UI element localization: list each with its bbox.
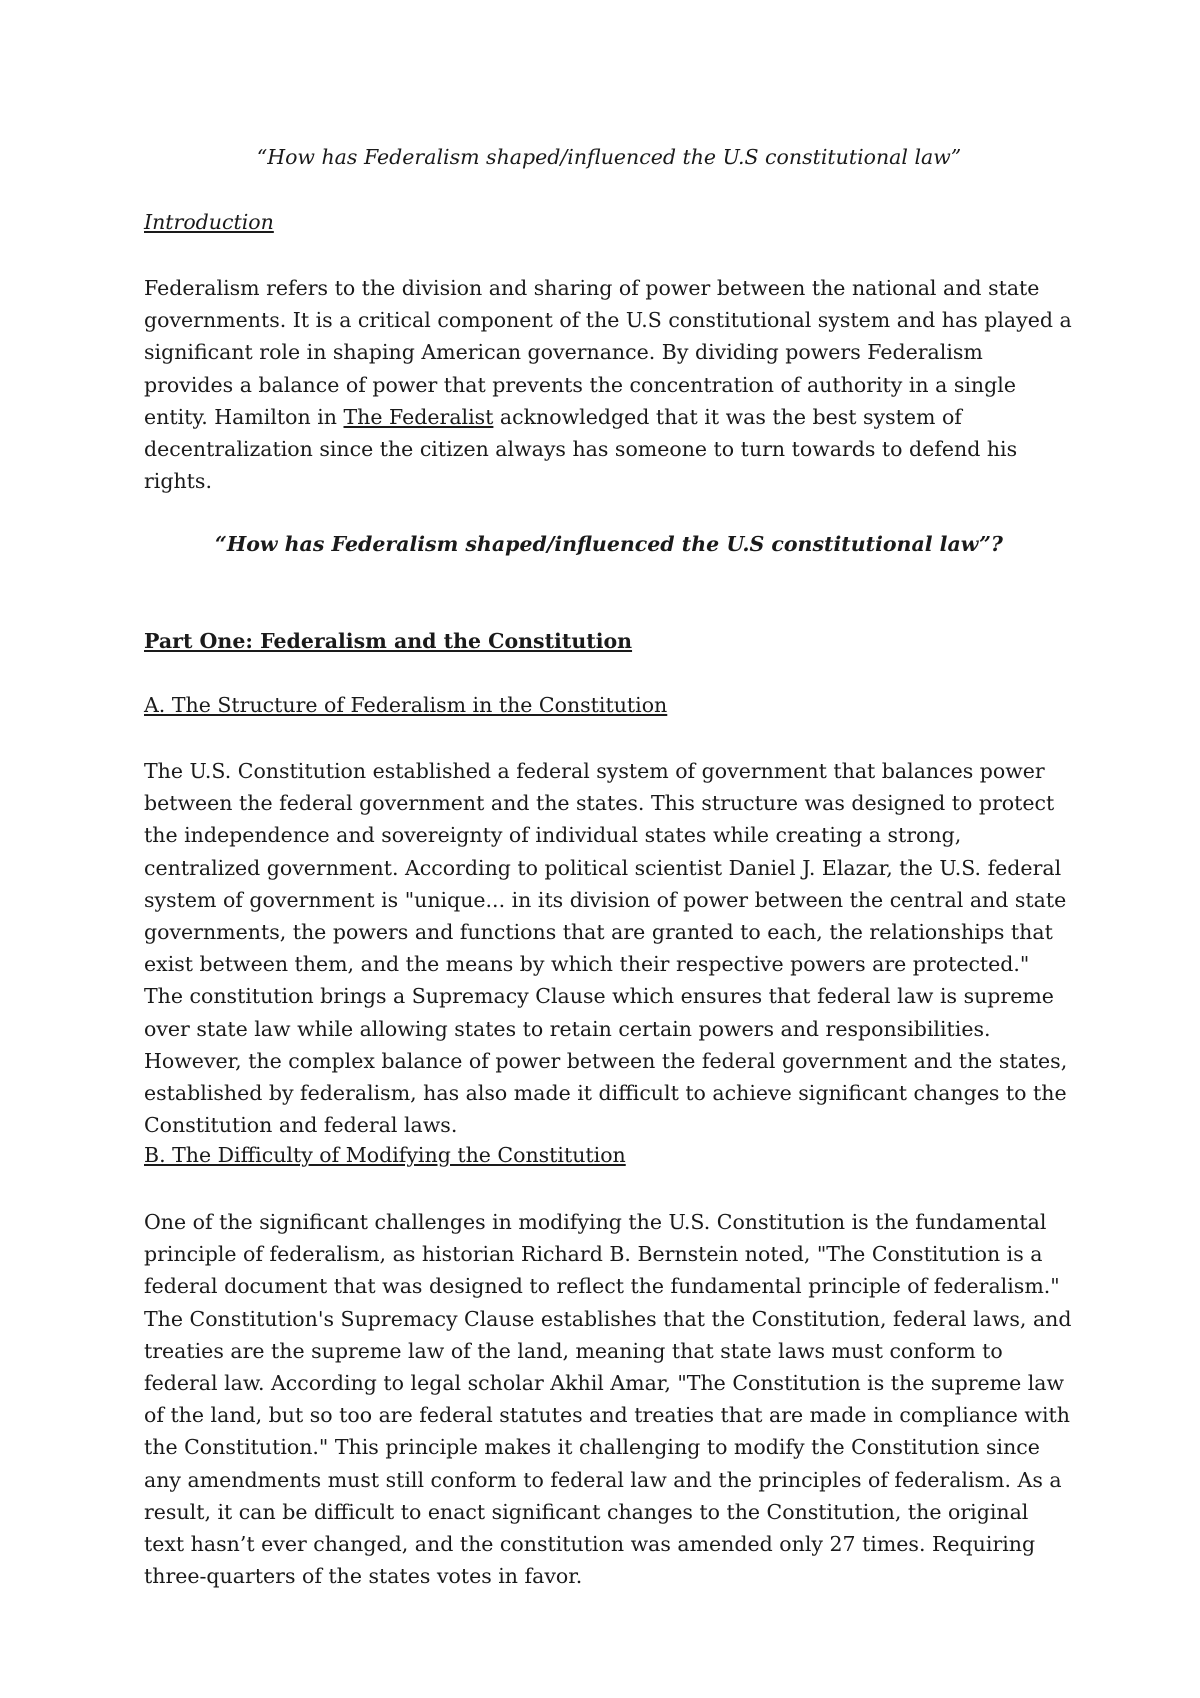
introduction-text-2: acknowledged that it was the best system of decentralization since the citizen always has someone to turn towards to defend his rights. (144, 404, 1018, 494)
introduction-paragraph (144, 272, 1074, 497)
introduction-heading: Introduction (144, 210, 274, 234)
the-federalist-reference: The Federalist (343, 404, 494, 429)
introduction-text-1: Federalism refers to the division and sharing of power between the national and state governments. It is a critical component of the U.S constitutional system and has played a significant role in shaping American governance. By dividing powers Federalism provides a balance of power that prevents the concentration of authority in a single entity. Hamilton in (144, 276, 1072, 429)
part-one-heading: Part One: Federalism and the Constitution (144, 629, 633, 653)
section-a-heading: A. The Structure of Federalism in the Constitution (144, 693, 668, 717)
section-b-heading: B. The Difficulty of Modifying the Constitution (144, 1143, 626, 1167)
research-question-heading: “How has Federalism shaped/influenced the U.S constitutional law”? (215, 532, 1003, 556)
section-b-paragraph: One of the significant challenges in modifying the U.S. Constitution is the fundamental principle of federalism, as historian Richard B. Bernstein noted, "The Constitution is a federal document that was designed to reflect the fundamental principle of federalism." The Constitution's Supremacy Clause establishes that the Constitution, federal laws, and treaties are the supreme law of the land, meaning that state laws must conform to federal law. According to legal scholar Akhil Amar, "The Constitution is the supreme law of the land, but so too are federal statutes and treaties that are made in compliance with the Constitution." This principle makes it challenging to modify the Constitution since any amendments must still conform to federal law and the principles of federalism. As a result, it can be difficult to enact significant changes to the Constitution, the original text hasn’t ever changed, and the constitution was amended only 27 times. Requiring three-quarters of the states votes in favor. (144, 1210, 1072, 1589)
document-title: “How has Federalism shaped/influenced the U.S constitutional law” (256, 145, 962, 169)
section-a-paragraph: The U.S. Constitution established a federal system of government that balances power between the federal government and the states. This structure was designed to protect the independence and sovereignty of individual states while creating a strong, centralized government. According to political scientist Daniel J. Elazar, the U.S. federal system of government is "unique... in its division of power between the central and state governments, the powers and functions that are granted to each, the relationships that exist between them, and the means by which their respective powers are protected." The constitution brings a Supremacy Clause which ensures that federal law is supreme over state law while allowing states to retain certain powers and responsibilities. However, the complex balance of power between the federal government and the states, established by federalism, has also made it difficult to achieve significant changes to the Constitution and federal laws. (144, 759, 1068, 1138)
